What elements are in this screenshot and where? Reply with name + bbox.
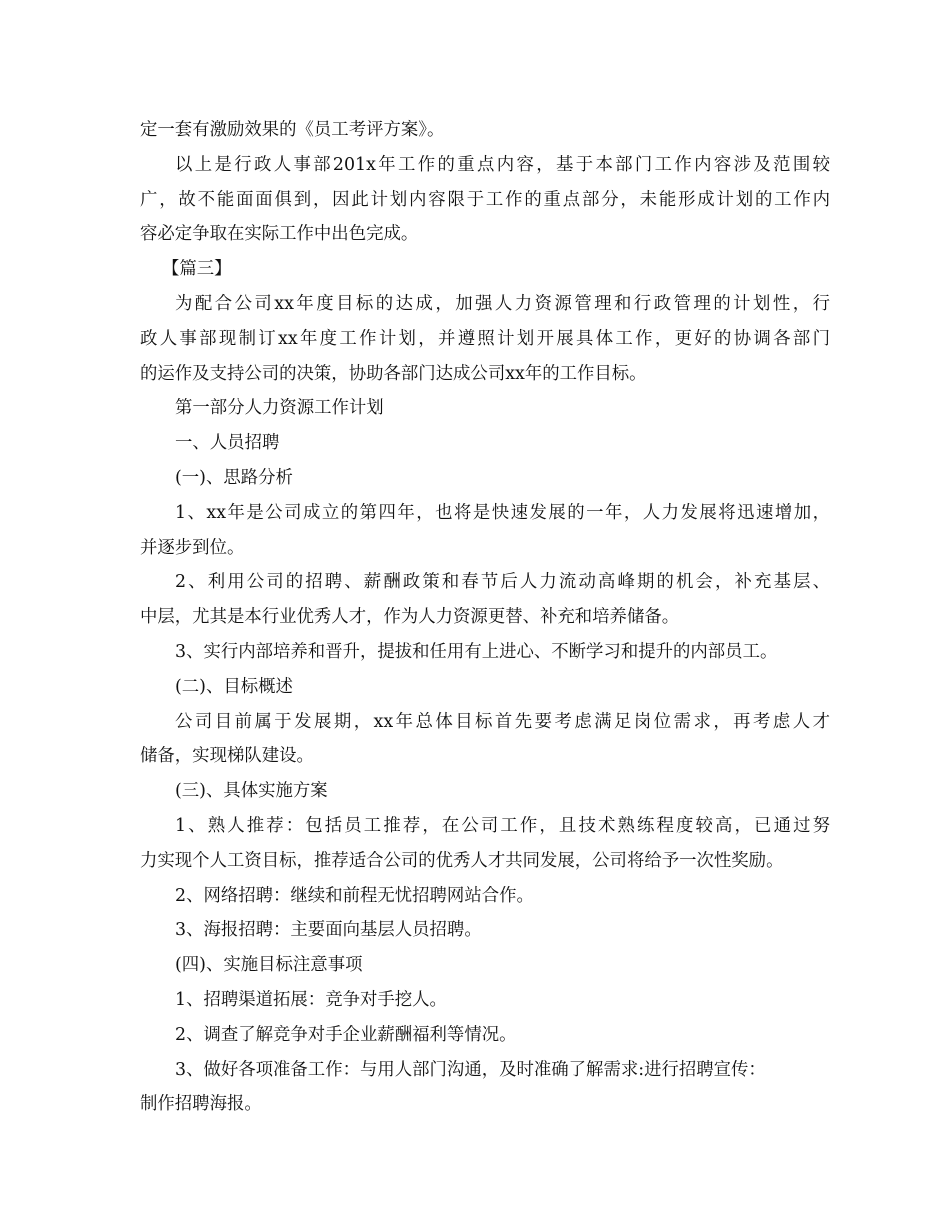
document-body [140,113,830,1122]
text-line: 以上是行政人事部201x年工作的重点内容，基于本部门工作内容涉及范围较 [175,154,830,175]
text-line: 储备，实现梯队建设。 [140,746,314,767]
text-line: 1、xx年是公司成立的第四年，也将是快速发展的一年，人力发展将迅速增加， [175,502,830,523]
text-line: 3、实行内部培养和晋升，提拔和任用有上进心、不断学习和提升的内部员工。 [175,641,778,662]
text-line: 2、网络招聘：继续和前程无忧招聘网站合作。 [175,885,534,906]
text-line: 容必定争取在实际工作中出色完成。 [140,224,419,245]
text-line: 公司目前属于发展期，xx年总体目标首先要考虑满足岗位需求，再考虑人才 [175,711,830,732]
text-line: 制作招聘海报。 [140,1094,262,1115]
text-line: 一、人员招聘 [175,433,280,454]
text-line: 第一部分人力资源工作计划 [175,398,384,419]
text-line: 2、调查了解竞争对手企业薪酬福利等情况。 [175,1024,517,1045]
text-line: 的运作及支持公司的决策，协助各部门达成公司xx年的工作目标。 [140,363,647,384]
text-line: 政人事部现制订xx年度工作计划，并遵照计划开展具体工作，更好的协调各部门 [140,328,830,349]
text-line: 广，故不能面面俱到，因此计划内容限于工作的重点部分，未能形成计划的工作内 [140,189,830,210]
text-line: 1、招聘渠道拓展：竞争对手挖人。 [175,989,447,1010]
text-line: 定一套有激励效果的《员工考评方案》。 [140,120,445,140]
text-line: 3、做好各项准备工作：与用人部门沟通，及时准确了解需求:进行招聘宣传： [175,1059,766,1080]
text-line: 【篇三】 [162,259,232,280]
text-line: 力实现个人工资目标，推荐适合公司的优秀人才共同发展，公司将给予一次性奖励。 [140,850,784,871]
text-line: (一)、思路分析 [175,467,293,488]
text-line: 1、熟人推荐：包括员工推荐，在公司工作，且技术熟练程度较高，已通过努 [175,815,830,836]
text-line: (四)、实施目标注意事项 [175,955,363,976]
text-line: 中层，尤其是本行业优秀人才，作为人力资源更替、补充和培养储备。 [140,607,680,628]
text-line: 3、海报招聘：主要面向基层人员招聘。 [175,920,482,941]
text-line: 为配合公司xx年度目标的达成，加强人力资源管理和行政管理的计划性，行 [175,293,830,314]
text-line: (三)、具体实施方案 [175,781,328,802]
text-line: 并逐步到位。 [140,537,245,558]
text-line: 2、利用公司的招聘、薪酬政策和春节后人力流动高峰期的机会，补充基层、 [175,572,830,593]
text-line: (二)、目标概述 [175,676,293,697]
